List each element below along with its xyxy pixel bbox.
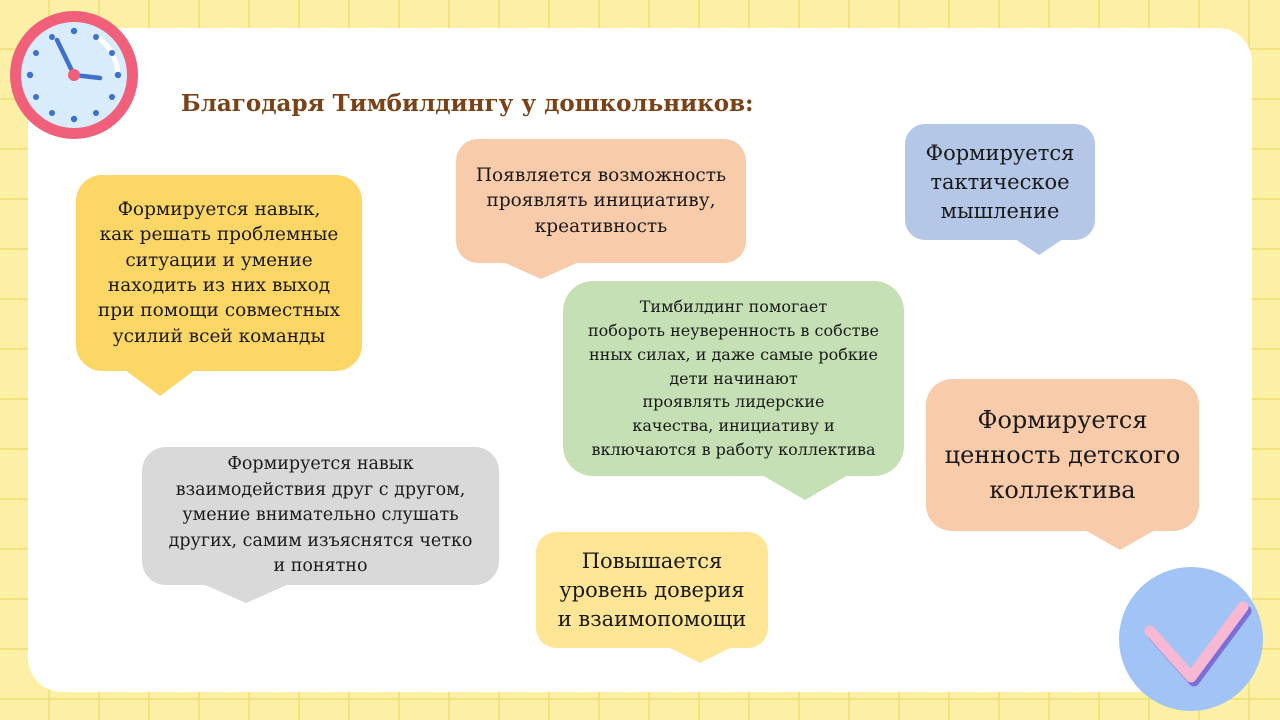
bubble-tactical	[905, 124, 1095, 240]
slide-title: Благодаря Тимбилдингу у дошкольников:	[181, 90, 754, 117]
bubble-problem-solving-tail	[125, 370, 195, 396]
bubble-initiative	[456, 139, 746, 263]
bubble-trust-text: Повышается уровень доверия и взаимопомощи	[557, 548, 747, 631]
bubble-problem-solving-text: Формируется навык, как решать проблемные ситуации и умение находить из них выход при помощи совместных усилий всей команды	[97, 199, 341, 347]
checkmark-icon	[1117, 565, 1265, 713]
bubble-initiative-tail	[503, 262, 579, 279]
bubble-confidence-tail	[762, 475, 848, 500]
clock-icon	[8, 9, 140, 141]
bubble-collective-value-tail	[1085, 530, 1155, 550]
bubble-collective-value-text: Формируется ценность детского коллектива	[944, 405, 1181, 504]
bubble-interaction	[142, 447, 499, 585]
bubble-tactical-tail	[1015, 239, 1063, 255]
bubble-trust	[536, 532, 768, 648]
bubble-confidence-text: Тимбилдинг помогает побороть неуверенность в собстве нных силах, и даже самые робкие дети начинают проявлять лидерские качества, инициативу и включаются в работу коллектива	[588, 297, 879, 459]
bubble-confidence	[563, 281, 904, 476]
bubble-interaction-tail	[203, 584, 289, 603]
bubble-interaction-text: Формируется навык взаимодействия друг с другом, умение внимательно слушать других, самим изъяснятся четко и понятно	[168, 454, 473, 577]
bubble-initiative-text: Появляется возможность проявлять инициативу, креативность	[475, 165, 727, 237]
bubble-trust-tail	[668, 647, 732, 663]
bubble-tactical-text: Формируется тактическое мышление	[925, 140, 1075, 223]
bubble-collective-value	[926, 379, 1199, 531]
bubble-problem-solving	[76, 175, 362, 371]
